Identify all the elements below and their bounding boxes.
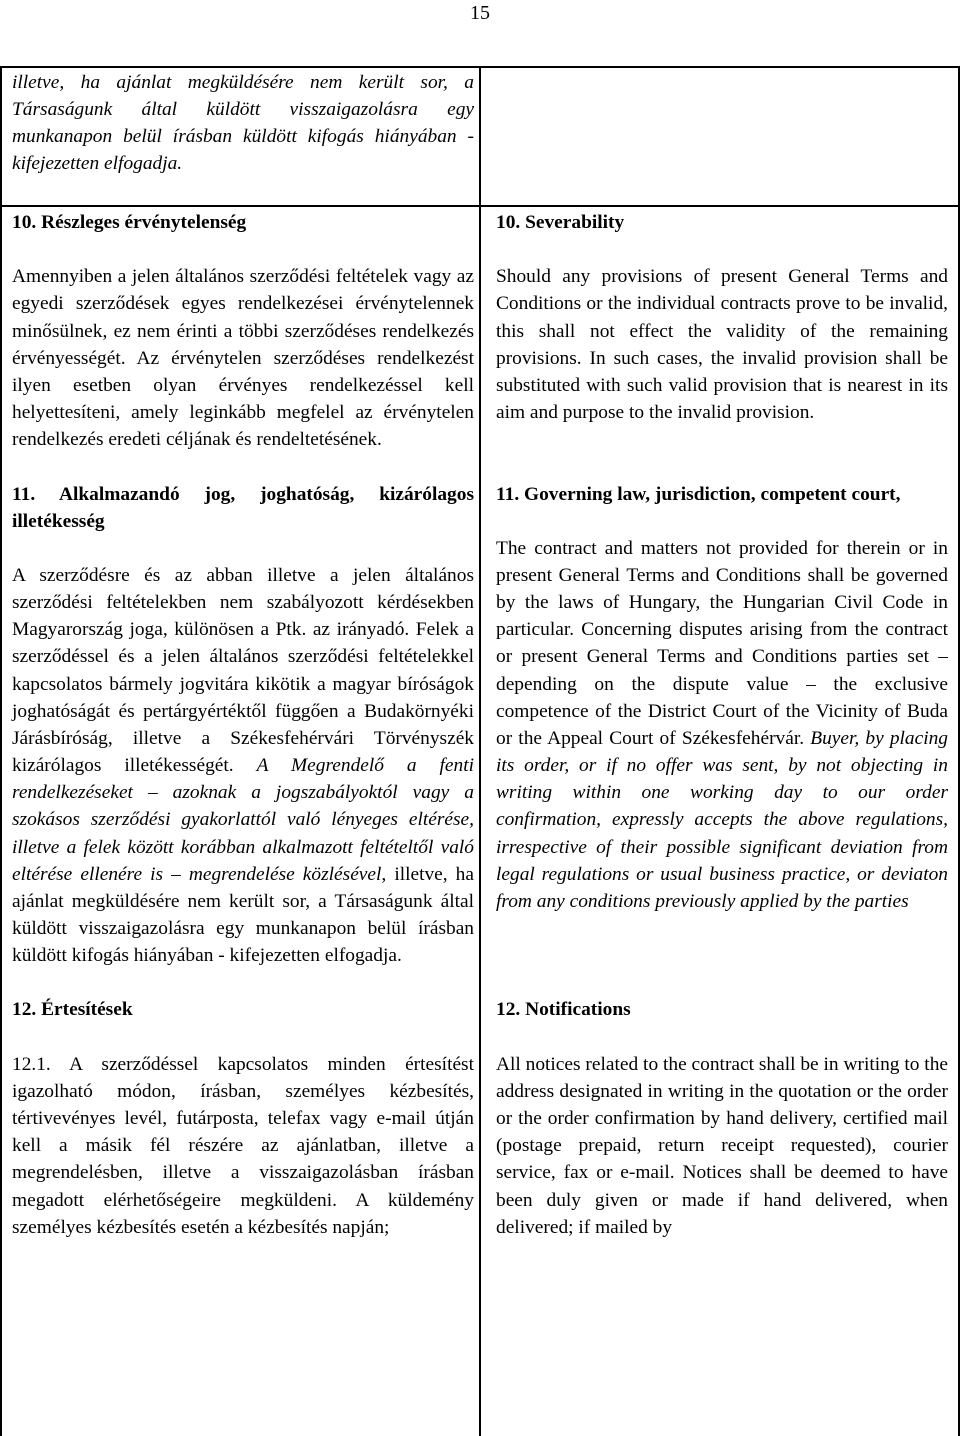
english-column — [496, 209, 948, 1241]
section-11-text-en — [496, 535, 948, 915]
section-11-italic-hu: A Megrendelő a fenti rendelkezéseket – azoknak a jogszabályoktól vagy a szokásos szerződési gyakorlattól való lényeges eltérése, illetve a felek között korábban alkalmazott feltételtől való eltérése ellenére is – megrendelése közlésével, — [12, 755, 474, 885]
section-11-italic-en: Buyer, by placing its order, or if no offer was sent, by not objecting in writing within one working day to our order confirmation, expressly accepts the above regulations, irrespective of their possible significant deviation from legal regulations or usual business practice, or deviaton from any conditions previously applied by the parties — [496, 727, 948, 912]
hungarian-column — [12, 209, 474, 1241]
section-10-text-hu: Amennyiben a jelen általános szerződési feltételek vagy az egyedi szerződések egyes rendelkezései érvénytelennek minősülnek, ez nem érinti a többi szerződéses rendelkezés érvényességét. Az érvénytelen szerződéses rendelkezést ilyen esetben olyan érvényes rendelkezéssel kell helyettesíteni, amely leginkább megfelel az érvénytelen rendelkezés eredeti céljának és rendeltetésének. — [12, 266, 474, 451]
section-12-title-en: 12. Notifications — [496, 999, 631, 1021]
section-11-body-hu: A szerződésre és az abban illetve a jelen általános szerződési feltételekben nem szabályozott kérdésekben Magyarország joga, különösen a Ptk. az irányadó. Felek a szerződéssel és a jelen általános szerződési feltételekkel kapcsolatos bármely jogvitára kikötik a magyar bíróságok joghatóságát és pertárgyértéktől függően a Budakörnyéki Járásbíróság, illetve a Székesfehérvári Törvényszék kizárólagos illetékességét. — [12, 564, 474, 777]
section-11-title-hu: 11. Alkalmazandó jog, joghatóság, kizárólagos illetékesség — [12, 483, 474, 532]
section-11-text-hu — [12, 562, 474, 969]
section-10-text-en: Should any provisions of present General Terms and Conditions or the individual contracts prove to be invalid, this shall not effect the validity of the remaining provisions. In such cases, the invalid provision shall be substituted with such valid provision that is nearest in its aim and purpose to the invalid provision. — [496, 266, 948, 424]
page-number: 15 — [470, 2, 490, 24]
table-column-divider — [479, 66, 481, 1436]
section-10-title-hu: 10. Részleges érvénytelenség — [12, 212, 247, 233]
section-11-title-en: 11. Governing law, jurisdiction, competent court, — [496, 483, 901, 505]
section-12-text-en: All notices related to the contract shall be in writing to the address designated in writing in the quotation or the order or the order confirmation by hand delivery, certified mail (postage prepaid, return receipt requested), courier service, fax or e-mail. Notices shall be deemed to have been duly given or made if hand delivered, when delivered; if mailed by — [496, 1053, 948, 1238]
section-11-tail-hu: illetve, ha ajánlat megküldésére nem került sor, a Társaságunk által küldött visszaigazolásra egy munkanapon belül írásban küldött kifogás hiányában - kifejezetten elfogadja. — [12, 863, 474, 967]
table-border-left — [0, 66, 2, 1436]
section-12-text-hu: 12.1. A szerződéssel kapcsolatos minden értesítést igazolható módon, írásban, személyes kézbesítés, tértivevényes levél, futárposta, telefax vagy e-mail útján kell a másik fél részére az ajánlatban, illetve a megrendelésben, illetve a visszaigazolásban írásban megadott elérhetőségeire megküldeni. A küldemény személyes kézbesítés esetén a kézbesítés napján; — [12, 1053, 474, 1238]
hungarian-continuation-text: illetve, ha ajánlat megküldésére nem került sor, a Társaságunk által küldött visszaigazolásra egy munkanapon belül írásban küldött kifogás hiányában - kifejezetten elfogadja. — [12, 72, 474, 175]
section-11-body-en: The contract and matters not provided for therein or in present General Terms and Conditions shall be governed by the laws of Hungary, the Hungarian Civil Code in particular. Concerning disputes arising from the contract or present General Terms and Conditions parties set – depending on the dispute value – the exclusive competence of the District Court of the Vicinity of Buda or the Appeal Court of Székesfehérvár. — [496, 537, 948, 749]
hungarian-continuation-cell — [12, 69, 474, 178]
section-10-title-en: 10. Severability — [496, 212, 625, 233]
bilingual-terms-table — [0, 66, 960, 1436]
section-12-title-hu: 12. Értesítések — [12, 999, 133, 1021]
